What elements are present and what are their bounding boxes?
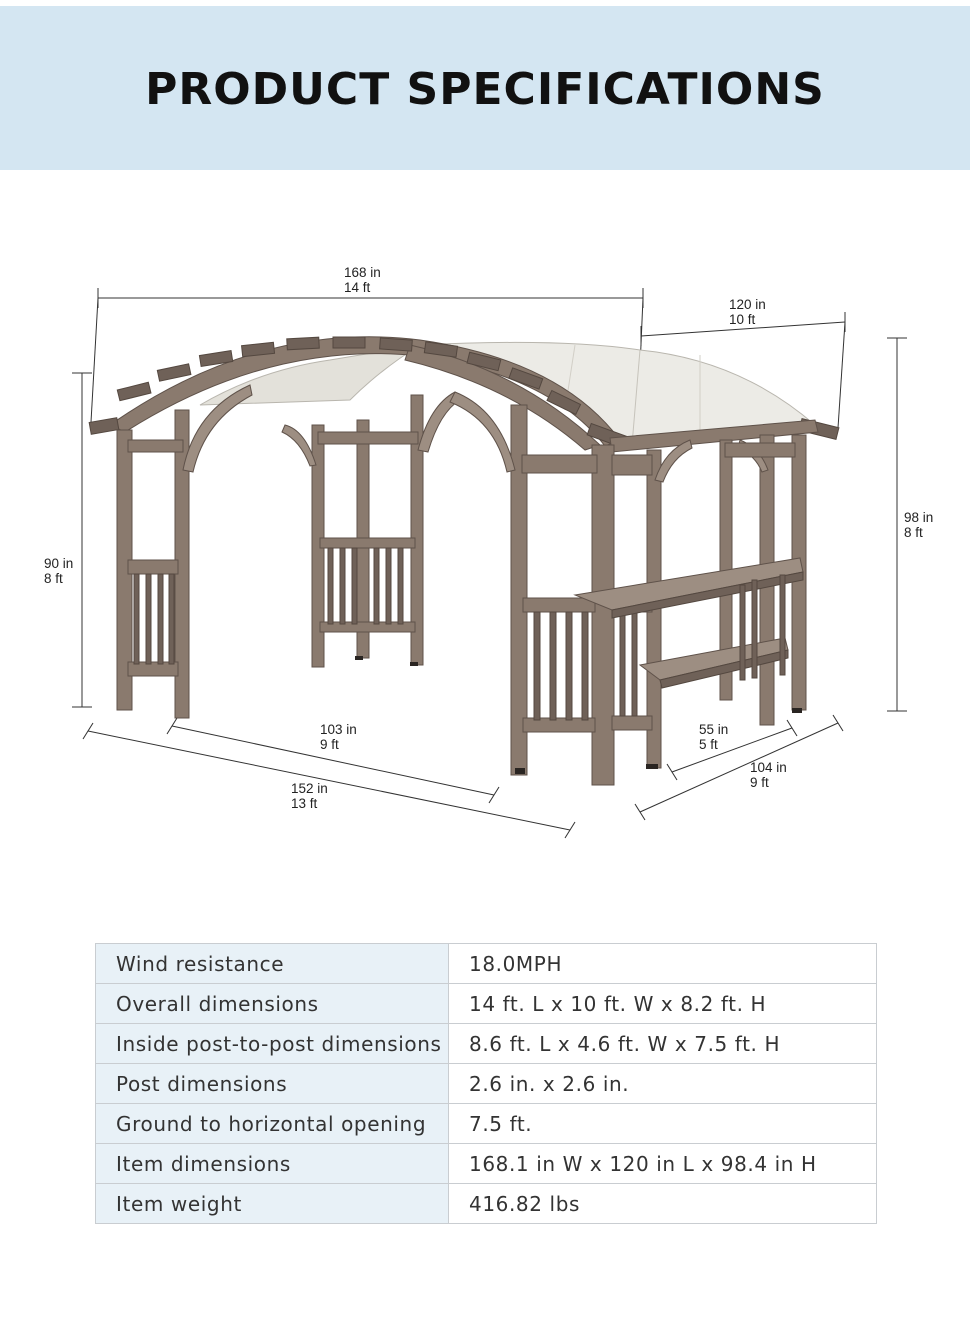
- base-width-dimension-label: 152 in 13 ft: [291, 781, 328, 811]
- table-row: [96, 1064, 877, 1104]
- inner-height-dimension-label: 90 in 8 ft: [44, 556, 74, 586]
- spec-value: 18.0MPH: [449, 944, 877, 984]
- pergola-dimension-diagram: [0, 170, 970, 930]
- spec-value: 416.82 lbs: [449, 1184, 877, 1224]
- spec-value: 7.5 ft.: [449, 1104, 877, 1144]
- table-row: [96, 1184, 877, 1224]
- spec-value: 14 ft. L x 10 ft. W x 8.2 ft. H: [449, 984, 877, 1024]
- table-row: [96, 1144, 877, 1184]
- spec-label: Ground to horizontal opening: [96, 1104, 449, 1144]
- pergola-structure: [89, 337, 839, 785]
- specifications-table: [95, 943, 877, 1224]
- inner-width-dimension-label: 103 in 9 ft: [320, 722, 357, 752]
- spec-value: 2.6 in. x 2.6 in.: [449, 1064, 877, 1104]
- spec-label: Overall dimensions: [96, 984, 449, 1024]
- table-row: [96, 1104, 877, 1144]
- pergola-illustration: [0, 170, 970, 930]
- spec-label: Item weight: [96, 1184, 449, 1224]
- inner-depth-dimension-label: 55 in 5 ft: [699, 722, 729, 752]
- spec-label: Post dimensions: [96, 1064, 449, 1104]
- top-depth-dimension-label: 120 in 10 ft: [729, 297, 766, 327]
- table-row: [96, 984, 877, 1024]
- spec-value: 8.6 ft. L x 4.6 ft. W x 7.5 ft. H: [449, 1024, 877, 1064]
- page-title: PRODUCT SPECIFICATIONS: [145, 63, 825, 115]
- top-width-dimension-label: 168 in 14 ft: [344, 265, 381, 295]
- overall-height-dimension-label: 98 in 8 ft: [904, 510, 934, 540]
- spec-value: 168.1 in W x 120 in L x 98.4 in H: [449, 1144, 877, 1184]
- base-depth-dimension-label: 104 in 9 ft: [750, 760, 787, 790]
- spec-label: Inside post-to-post dimensions: [96, 1024, 449, 1064]
- spec-label: Item dimensions: [96, 1144, 449, 1184]
- page-header: [0, 6, 970, 170]
- table-row: [96, 944, 877, 984]
- spec-label: Wind resistance: [96, 944, 449, 984]
- table-row: [96, 1024, 877, 1064]
